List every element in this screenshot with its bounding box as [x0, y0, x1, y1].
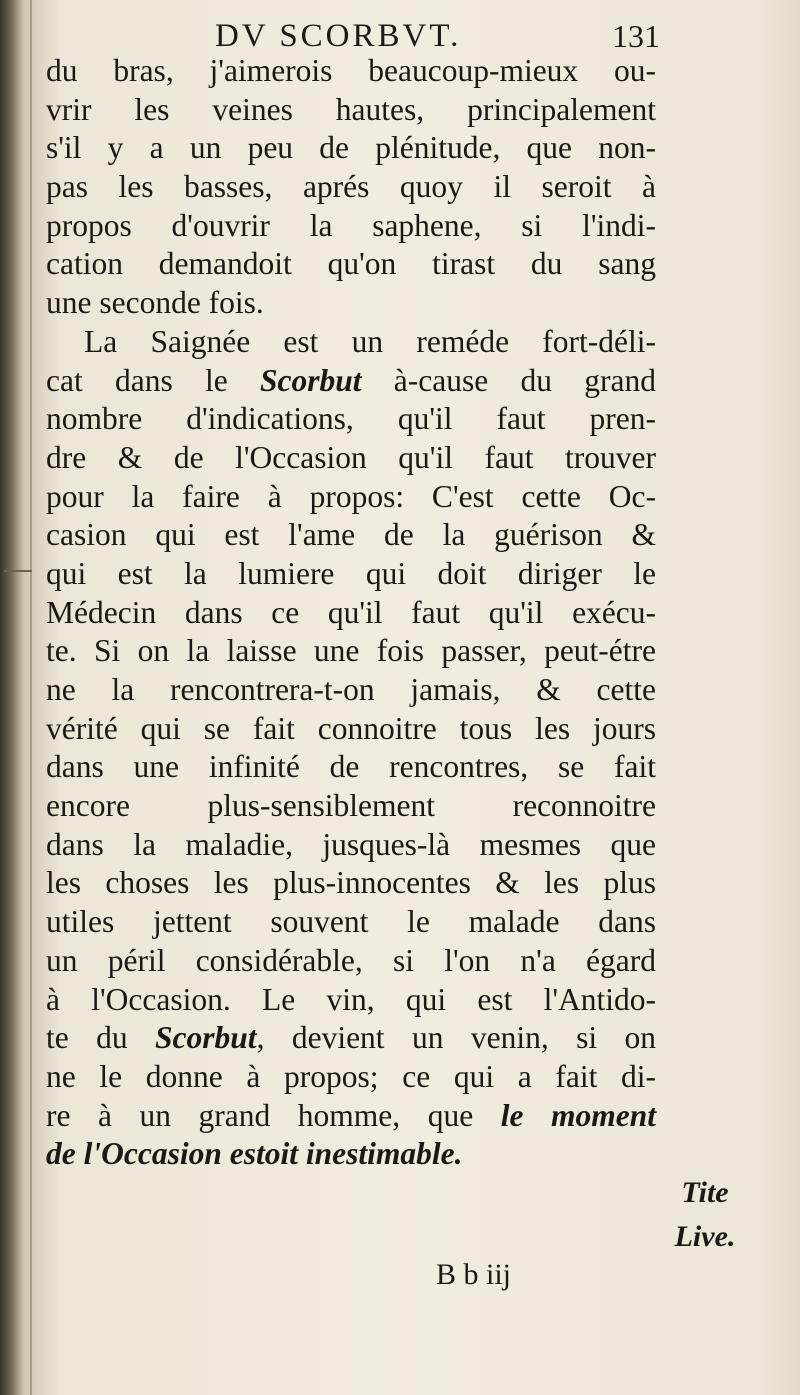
text-line: qui est la lumiere qui doit diriger le: [46, 555, 656, 591]
text-line: s'il y a un peu de plénitude, que non-: [46, 130, 656, 166]
margin-note-line-1: Tite: [681, 1176, 729, 1209]
running-head: DV SCORBVT.: [215, 18, 462, 54]
text-line: casion qui est l'ame de la guérison &: [46, 517, 656, 553]
text-line: propos d'ouvrir la saphene, si l'indi-: [46, 207, 656, 243]
text-line: re à un grand homme, que le moment: [46, 1097, 656, 1133]
text-line: La Saignée est un reméde fort-déli-: [84, 323, 656, 359]
body-text: [46, 52, 656, 1174]
text-line: vérité qui se fait connoitre tous les jours: [46, 710, 656, 746]
text-line: un péril considérable, si l'on n'a égard: [46, 942, 656, 978]
text-line: te. Si on la laisse une fois passer, peut-étre: [46, 633, 656, 669]
text-line: dans une infinité de rencontres, se fait: [46, 749, 656, 785]
text-line: ne le donne à propos; ce qui a fait di-: [46, 1058, 656, 1094]
text-line: te du Scorbut, devient un venin, si on: [46, 1020, 656, 1056]
text-line: ne la rencontrera-t-on jamais, & cette: [46, 672, 656, 707]
text-line: pas les basses, aprés quoy il seroit à: [46, 169, 656, 205]
text-line: à l'Occasion. Le vin, qui est l'Antido-: [46, 981, 656, 1017]
text-line: dans la maladie, jusques-là mesmes que: [46, 826, 656, 862]
text-line: vrir les veines hautes, principalement: [46, 91, 656, 127]
text-line: nombre d'indications, qu'il faut pren-: [46, 401, 656, 437]
text-line: du bras, j'aimerois beaucoup-mieux ou-: [46, 53, 656, 88]
margin-mark: [4, 570, 32, 572]
page-number: 131: [612, 18, 660, 54]
text-line: les choses les plus-innocentes & les plus: [46, 865, 656, 901]
text-line: une seconde fois.: [46, 285, 264, 321]
binding-gutter: [30, 0, 32, 1395]
text-line: cation demandoit qu'on tirast du sang: [46, 246, 656, 282]
margin-note-line-2: Live.: [674, 1220, 736, 1253]
signature-mark: B b iij: [436, 1258, 512, 1291]
text-line: de l'Occasion estoit inestimable.: [46, 1136, 463, 1172]
text-line: utiles jettent souvent le malade dans: [46, 904, 656, 940]
text-line: dre & de l'Occasion qu'il faut trouver: [46, 439, 656, 475]
text-line: pour la faire à propos: C'est cette Oc-: [46, 478, 656, 514]
text-line: cat dans le Scorbut à-cause du grand: [46, 362, 656, 398]
text-line: Médecin dans ce qu'il faut qu'il exécu-: [46, 594, 656, 630]
text-line: encore plus-sensiblement reconnoitre: [46, 788, 656, 824]
